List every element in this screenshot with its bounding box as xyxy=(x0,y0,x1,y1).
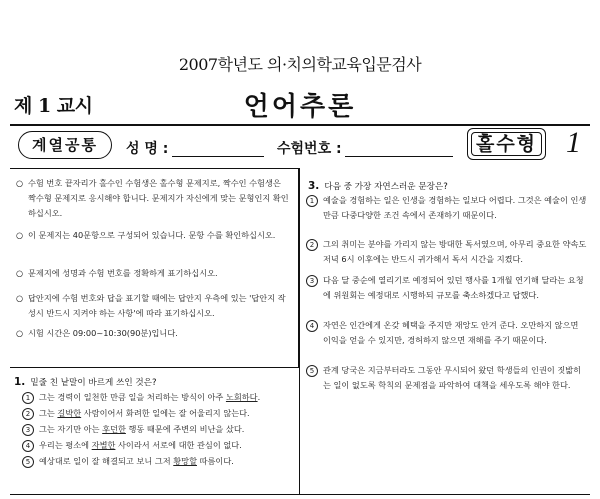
footer-rule xyxy=(10,494,590,495)
question-3-option[interactable] xyxy=(306,273,588,303)
option-number: 3 xyxy=(22,424,34,436)
notice-text: 답안지에 수험 번호와 답을 표기할 때에는 답안지 우측에 있는 '답안지 작성시 반드시 지켜야 하는 사항'에 따라 표기하십시오. xyxy=(28,293,286,318)
option-text: 자연은 인간에게 온갖 혜택을 주지만 재앙도 안겨 준다. 오만하지 않으면 이익을 얻을 수 있지만, 경허하지 않으면 재해를 주기 때문이다. xyxy=(323,320,579,345)
option-number: 2 xyxy=(22,408,34,420)
bullet-icon: ○ xyxy=(16,178,24,188)
notice-item xyxy=(16,326,290,341)
option-text: 그의 취미는 분야를 가리지 않는 방대한 독서였으며, 아무리 중요한 약속도 저녁 6시 이후에는 반드시 귀가해서 독서 시간을 지켰다. xyxy=(323,239,587,264)
question-prompt: 밑줄 친 낱말이 바르게 쓰인 것은? xyxy=(30,378,157,388)
track-badge: 계열공통 xyxy=(18,131,112,159)
option-number: 3 xyxy=(306,275,318,287)
option-number: 1 xyxy=(22,392,34,404)
question-3-option[interactable] xyxy=(306,318,588,348)
option-text-end: 행동 때문에 주변의 비난을 샀다. xyxy=(125,424,245,434)
page-number: 1 xyxy=(566,126,581,159)
option-text: 관계 당국은 지금부터라도 그동안 무시되어 왔던 학생들의 인권이 짓밟히는 일이 없도록 학칙의 문제점을 파악하여 대책을 세우도록 해야 한다. xyxy=(323,365,582,390)
underlined-word: 후던한 xyxy=(102,424,126,434)
option-number: 1 xyxy=(306,195,318,207)
question-1-option[interactable] xyxy=(22,438,294,453)
underlined-word: 길박한 xyxy=(57,408,82,418)
option-text-end: 사이라서 서로에 대한 관심이 없다. xyxy=(115,440,242,450)
notice-item xyxy=(16,266,290,281)
option-text-end: 따름이다. xyxy=(197,456,234,466)
option-text: 우리는 평소에 xyxy=(39,440,92,450)
option-text: 그는 경력이 일천한 만큼 일을 처리하는 방식이 아주 xyxy=(39,392,226,402)
question-1-header xyxy=(14,370,294,389)
option-number: 4 xyxy=(22,440,34,452)
notice-item xyxy=(16,291,290,321)
option-text-end: 사람이어서 화려한 일에는 잘 어울리지 않는다. xyxy=(81,408,250,418)
option-number: 5 xyxy=(306,365,318,377)
notice-text: 수험 번호 끝자리가 홀수인 수험생은 홀수형 문제지로, 짝수인 수험생은 짝수형 문제지로 응시해야 합니다. 문제지가 자신에게 맞는 문형인지 확인하십시오. xyxy=(28,178,289,218)
exam-title: 2007학년도 의·치의학교육입문검사 xyxy=(178,55,422,74)
option-text: 예술을 경험하는 일은 인생을 경험하는 일보다 어렵다. 그것은 예술이 인생만큼 다중다양한 조건 속에서 존재하기 때문이다. xyxy=(323,195,587,220)
option-text: 그는 자기만 아는 xyxy=(39,424,103,434)
question-3-option[interactable] xyxy=(306,237,588,267)
notice-text: 이 문제지는 40문항으로 구성되어 있습니다. 문항 수를 확인하십시오. xyxy=(28,230,276,240)
notice-text: 문제지에 성명과 수험 번호를 정확하게 표기하십시오. xyxy=(28,268,218,278)
bullet-icon: ○ xyxy=(16,328,24,338)
column-divider xyxy=(299,168,300,494)
option-text-end: . xyxy=(257,392,261,402)
option-text: 다음 달 중순에 열리기로 예정되어 있던 행사를 1개월 연기해 달라는 요청에 위원회는 예정대로 시행하되 규모를 축소하겠다고 답했다. xyxy=(323,275,584,300)
question-1-option[interactable] xyxy=(22,454,294,469)
question-number: 1. xyxy=(14,376,26,388)
notice-text: 시험 시간은 09:00~10:30(90분)입니다. xyxy=(28,328,178,338)
option-number: 2 xyxy=(306,239,318,251)
question-1-option[interactable] xyxy=(22,406,294,421)
option-text: 예상대로 일이 잘 해결되고 보니 그저 xyxy=(39,456,174,466)
exam-type-badge: 홀수형 xyxy=(467,128,546,160)
notice-item xyxy=(16,176,290,221)
underlined-word: 자별한 xyxy=(91,440,116,450)
question-1-option[interactable] xyxy=(22,422,294,437)
subject-title: 언어추론 xyxy=(243,92,357,122)
question-3-option[interactable] xyxy=(306,363,588,393)
question-3-header xyxy=(308,174,590,193)
name-label: 성 명 : xyxy=(126,141,169,157)
question-number: 3. xyxy=(308,180,320,192)
exam-number-label: 수험번호 : xyxy=(277,141,342,157)
header-rule xyxy=(10,124,590,126)
option-text: 그는 xyxy=(39,408,58,418)
bullet-icon: ○ xyxy=(16,230,24,240)
question-1-option[interactable] xyxy=(22,390,294,405)
bullet-icon: ○ xyxy=(16,268,24,278)
underlined-word: 노회하다 xyxy=(225,392,258,402)
option-number: 5 xyxy=(22,456,34,468)
question-prompt: 다음 중 가장 자연스러운 문장은? xyxy=(324,182,448,192)
name-field[interactable] xyxy=(172,156,264,157)
exam-number-field[interactable] xyxy=(345,156,453,157)
bullet-icon: ○ xyxy=(16,293,24,303)
underlined-word: 황망할 xyxy=(173,456,197,466)
option-number: 4 xyxy=(306,320,318,332)
notice-item xyxy=(16,228,290,243)
period-label: 제 1 교시 xyxy=(14,95,93,117)
question-3-option[interactable] xyxy=(306,193,588,223)
